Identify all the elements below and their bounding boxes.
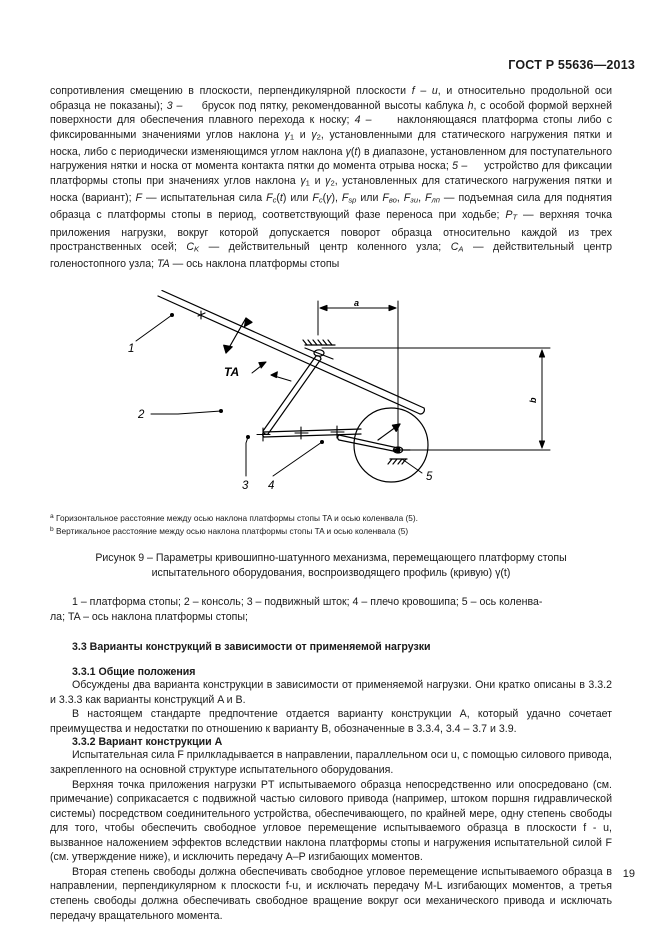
platform-rotation-arrow (224, 318, 252, 353)
figure-callout-5: 5 (426, 470, 433, 483)
footnote-text-b: Вертикальное расстояние между осью наклона платформы стопы TA и осью коленвала (5) (56, 526, 409, 537)
figure-caption-line-1: Рисунок 9 – Параметры кривошипно-шатунного механизма, перемещающего платформу стопы (95, 552, 567, 565)
figure-dim-a: a (354, 297, 360, 308)
figure-caption (50, 551, 612, 581)
legend-text-run-1: сопротивления смещению в плоскости, перпендикулярной плоскости f – u, и относительно продольной оси образца не показаны); 3 – брусок под пятку, рекомендованной высоты каблука h, с особой формой верхней поверхности для обеспечения плавного перехода к носку; 4 – наклоняющаяся платформа стопы либо с фиксированными значениями углов наклона $\gamma_1$ и $\gamma_2$, установленными для статического нагружения пятки и носка, либо с периодически изменяющимся углом наклона γ(t) в диапазоне, установленном для поступательного нагружения нятки и носка от момента контакта пятки до момента отрыва носка; 5 – устройство для фиксации платформы стопы при значениях углов наклона $\gamma_1$ и $\gamma_2$, установленных для статического нагружения пятки и носка (вариант); F — испытательная сила $F_c(t)$ или $F_c(\gamma)$, $F_{sp}$ или $F_{во}$, $F_{зи}$, $F_{лп}$ — подъемная сила для поднятия образца с платформы стопы в период, соответствующий фазе переноса при ходьбе; $P_T$ — верхняя точка приложения нагрузки, вокруг которой допускается поворот образца относительно каждой из трех пространственных осей; $C_K$ — действительный центр коленного узла; $C_A$ — действительный центр голеностопного узла; TA — ось наклона платформы стопы (50, 85, 613, 271)
section-heading-3-3: 3.3 Варианты конструкций в зависимости от применяемой нагрузки (72, 641, 431, 654)
footnote-b (50, 524, 612, 537)
figure-callout-3: 3 (242, 479, 249, 492)
page-content (50, 84, 612, 923)
figure-legend (50, 595, 612, 624)
console-link (263, 356, 321, 435)
footnote-marker-b: b (50, 526, 54, 534)
figure-label-ta: TA (224, 364, 240, 379)
figure-footnotes (50, 511, 612, 537)
footnote-text-a: Горизонтальное расстояние между осью наклона платформы стопы TA и осью коленвала (5). (56, 512, 418, 523)
paragraph-3-3-1-a: Обсуждены два варианта конструкции в зависимости от применяемой нагрузки. Они кратко описаны в 3.3.2 и 3.3.3 как варианты конструкций A и B. (50, 679, 612, 706)
callout-leader-2 (151, 409, 223, 414)
standard-header: ГОСТ Р 55636—2013 (508, 58, 635, 72)
figure-dim-b: b (528, 397, 538, 403)
sliding-rod (263, 429, 361, 437)
foot-platform-shape (158, 290, 424, 414)
figure-legend-line-2: ла; TA – ось наклона платформы стопы; (50, 610, 248, 623)
page-number: 19 (622, 868, 635, 880)
figure-9 (50, 290, 612, 505)
callout-leader-5 (402, 459, 422, 473)
crank-arm (338, 435, 399, 452)
callout-leader-1 (136, 313, 174, 341)
paragraph-3-3-2-b: Верхняя точка приложения нагрузки PT испытываемого образца непосредственно или опосредовано (см. примечание) соприкасается с подвижной частью силового привода (например, штоком поршня гидравлической системы) посредством соединительного устройства, обеспечивающего, по крайней мере, одну степень свободы для того, чтобы обеспечить свободное угловое перемещение испытываемого образца в плоскости f - u, вызванное наложением эффектов вследствии наклона платформы стопы и нагружения испытательной силой F (см. утверждение ниже), и исключить передачу A–P изгибающих моментов. (50, 778, 612, 864)
callout-leader-4 (273, 440, 324, 476)
figure-legend-line-1: 1 – платформа стопы; 2 – консоль; 3 – подвижный шток; 4 – плечо кровошипа; 5 – ось коленва- (72, 596, 543, 609)
section-heading-3-3-1: 3.3.1 Общие положения (72, 666, 196, 679)
ta-leader (252, 362, 266, 373)
continued-legend-paragraph (50, 84, 612, 272)
console-direction-arrow (271, 372, 291, 381)
paragraph-3-3-2-c: Вторая степень свободы должна обеспечивать свободное угловое перемещение испытываемого образца в направлении, перпендикулярном к плоскости f-u, и исключать передачу M-L изгибающих моментов, а третья степень свободы должна обеспечивать свободное вращение вокруг оси механического привода и исключать передачу вращательного момента. (50, 865, 612, 922)
figure-9-drawing (50, 290, 612, 505)
figure-callout-2: 2 (138, 408, 145, 421)
footnote-a (50, 511, 612, 524)
figure-caption-line-2: испытательного оборудования, воспроизводящего профиль (кривую) γ(t) (151, 567, 511, 580)
footnote-marker-a: a (50, 512, 54, 520)
paragraph-3-3-1-b: В настоящем стандарте предпочтение отдается варианту конструкции A, который удачно сочетает преимущества и недостатки по отношению к варианту B, обозначенные в 3.3.4, 3.4 – 3.7 и 3.9. (50, 708, 612, 735)
callout-leader-3 (246, 435, 250, 476)
figure-callout-4: 4 (268, 479, 275, 492)
platform-tick-marks (198, 311, 205, 319)
paragraph-3-3-2-a: Испытательная сила F прилкладывается в направлении, параллельном оси u, с помощью силового привода, закрепленного на основной структуре испытательного оборудования. (50, 749, 612, 777)
rod-tick-marks (257, 426, 344, 441)
figure-callout-1: 1 (128, 342, 135, 355)
section-heading-3-3-2: 3.3.2 Вариант конструкции A (72, 736, 223, 749)
